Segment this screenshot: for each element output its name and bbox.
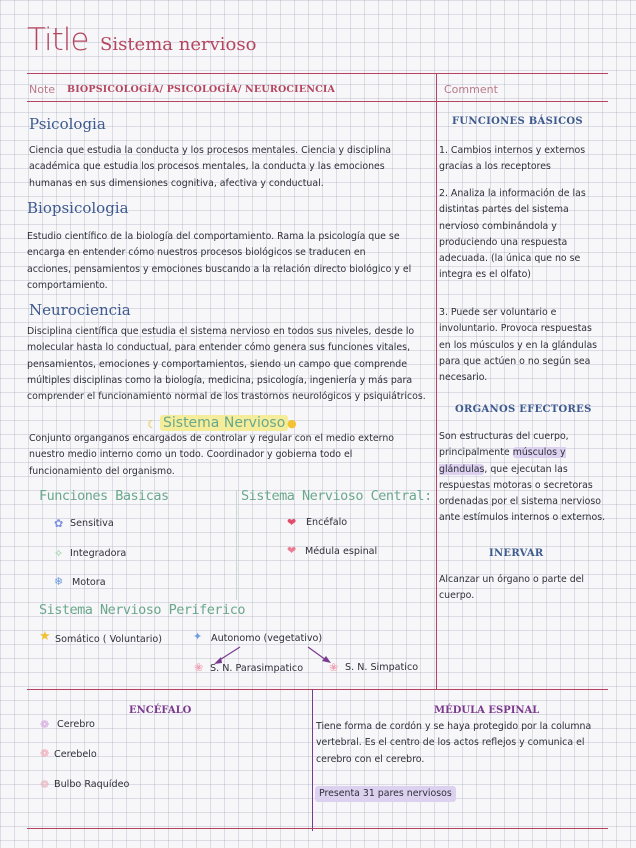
brain-icon: ❁ xyxy=(40,778,50,791)
title-label: Title xyxy=(27,22,89,58)
feather-icon: ❀ xyxy=(329,661,339,674)
medula-espinal-heading: MÉDULA ESPINAL xyxy=(434,705,540,716)
note-value: BIOPSICOLOGÍA/ PSICOLOGÍA/ NEUROCIENCIA xyxy=(67,84,336,95)
comment-1: 1. Cambios internos y externos gracias a los receptores xyxy=(439,145,586,173)
sun-icon: ● xyxy=(287,417,297,430)
feather-icon: ❀ xyxy=(194,661,204,674)
medula-highlight: Presenta 31 pares nerviosos xyxy=(315,786,456,802)
footer-column-divider xyxy=(312,689,313,831)
organos-highlight: músculos y glándulas xyxy=(439,447,566,475)
organos-text-pre: Son estructuras del cuerpo, principalmente xyxy=(439,431,569,459)
moon-icon: ☾ xyxy=(147,418,157,431)
footer-bottom-divider xyxy=(27,828,608,829)
snp-simpatico: S. N. Simpatico xyxy=(345,662,419,673)
medula-espinal-text: Tiene forma de cordón y se haya protegido por la columna vertebral. Es el centro de los actos reflejos y comunica el cerebro con el cerebro. xyxy=(316,721,592,765)
header-divider xyxy=(27,73,608,74)
inervar-heading: INERVAR xyxy=(489,548,544,559)
heart-icon: ❤ xyxy=(287,516,297,529)
funciones-basicas-heading: Funciones Basicas xyxy=(39,488,169,504)
comment-label: Comment xyxy=(444,83,498,96)
organos-efectores-heading: ORGANOS EFECTORES xyxy=(455,404,592,415)
arrow-right-line xyxy=(308,647,326,660)
funciones-basicos-heading: FUNCIONES BÁSICOS xyxy=(452,116,583,127)
brain-icon: ❁ xyxy=(40,747,50,760)
biopsicologia-text: Estudio científico de la biología del comportamiento. Rama la psicología que se encarga en entender cómo nuestros procesos biológicos se traducen en acciones, pensamientos y emociones buscando a la relación directo biológico y el comportamiento. xyxy=(27,231,412,291)
snc-item-medula: Médula espinal xyxy=(305,546,378,557)
column-divider xyxy=(236,490,237,600)
funcion-item-motora: Motora xyxy=(72,577,106,588)
psicologia-heading: Psicologia xyxy=(29,115,106,133)
psicologia-text: Ciencia que estudia la conducta y los procesos mentales. Ciencia y disciplina académica que estudia los procesos mentales, la conducta y las emociones humanas en sus dimensiones cognitiva, afectiva y conductual. xyxy=(29,145,392,189)
organos-efectores-text xyxy=(439,429,607,527)
heart-icon: ❤ xyxy=(287,544,297,557)
encefalo-item-cerebelo: Cerebelo xyxy=(54,749,97,760)
encefalo-heading: ENCÉFALO xyxy=(129,705,192,716)
flower-icon: ✿ xyxy=(54,517,64,530)
snp-heading: Sistema Nervioso Periferico xyxy=(39,602,245,618)
footer-top-divider xyxy=(27,689,608,690)
page-title: Sistema nervioso xyxy=(100,34,257,55)
sistema-nervioso-text: Conjunto organganos encargados de controlar y regular con el medio externo nuestro medio interno como un todo. Coordinador y gobierna todo el funcionamiento del organismo. xyxy=(29,433,395,477)
sparkle-icon: ✧ xyxy=(54,547,64,560)
snc-heading: Sistema Nervioso Central: xyxy=(241,488,432,504)
organos-text-post: , que ejecutan las respuestas motoras o secretoras ordenadas por el sistema nervioso ante estímulos internos o externos. xyxy=(439,463,606,524)
snp-somatico: Somático ( Voluntario) xyxy=(55,634,162,645)
sparkle-icon: ✦ xyxy=(193,630,203,643)
neurociencia-heading: Neurociencia xyxy=(29,301,131,319)
funcion-item-integradora: Integradora xyxy=(70,548,127,559)
funcion-item-sensitiva: Sensitiva xyxy=(70,518,114,529)
encefalo-item-bulbo: Bulbo Raquídeo xyxy=(54,779,130,790)
encefalo-item-cerebro: Cerebro xyxy=(57,719,95,730)
note-label: Note xyxy=(29,83,56,96)
snp-autonomo: Autonomo (vegetativo) xyxy=(211,633,323,644)
inervar-text: Alcanzar un órgano o parte del cuerpo. xyxy=(439,574,585,602)
neurociencia-text: Disciplina científica que estudia el sistema nervioso en todos sus niveles, desde lo molecular hasta lo conductual, para entender cómo genera sus funciones vitales, pensamientos, emociones y comportamientos, siendo un campo que comprende múltiples disciplinas como la biología, medicina, psicología, ingeniería y más para comprender el funcionamiento normal de los trastornos neurológicos y psiquiátricos. xyxy=(27,326,426,403)
brain-icon: ❁ xyxy=(40,718,50,731)
snp-parasimpatico: S. N. Parasimpatico xyxy=(210,663,304,674)
snowflake-icon: ❄ xyxy=(54,575,64,588)
star-icon: ★ xyxy=(39,629,51,644)
sistema-nervioso-heading: Sistema Nervioso xyxy=(160,415,288,431)
snc-item-encefalo: Encéfalo xyxy=(306,517,348,528)
note-divider xyxy=(27,101,608,102)
biopsicologia-heading: Biopsicologia xyxy=(27,199,129,217)
comment-3: 3. Puede ser voluntario e involuntario. Provoca respuestas en los músculos y en la glándulas para que actúen o no según sea necesario. xyxy=(439,307,598,384)
comment-2: 2. Analiza la información de las distintas partes del sistema nervioso combinándola y produciendo una respuesta adecuada. (la única que no se integra es el olfato) xyxy=(439,188,586,281)
